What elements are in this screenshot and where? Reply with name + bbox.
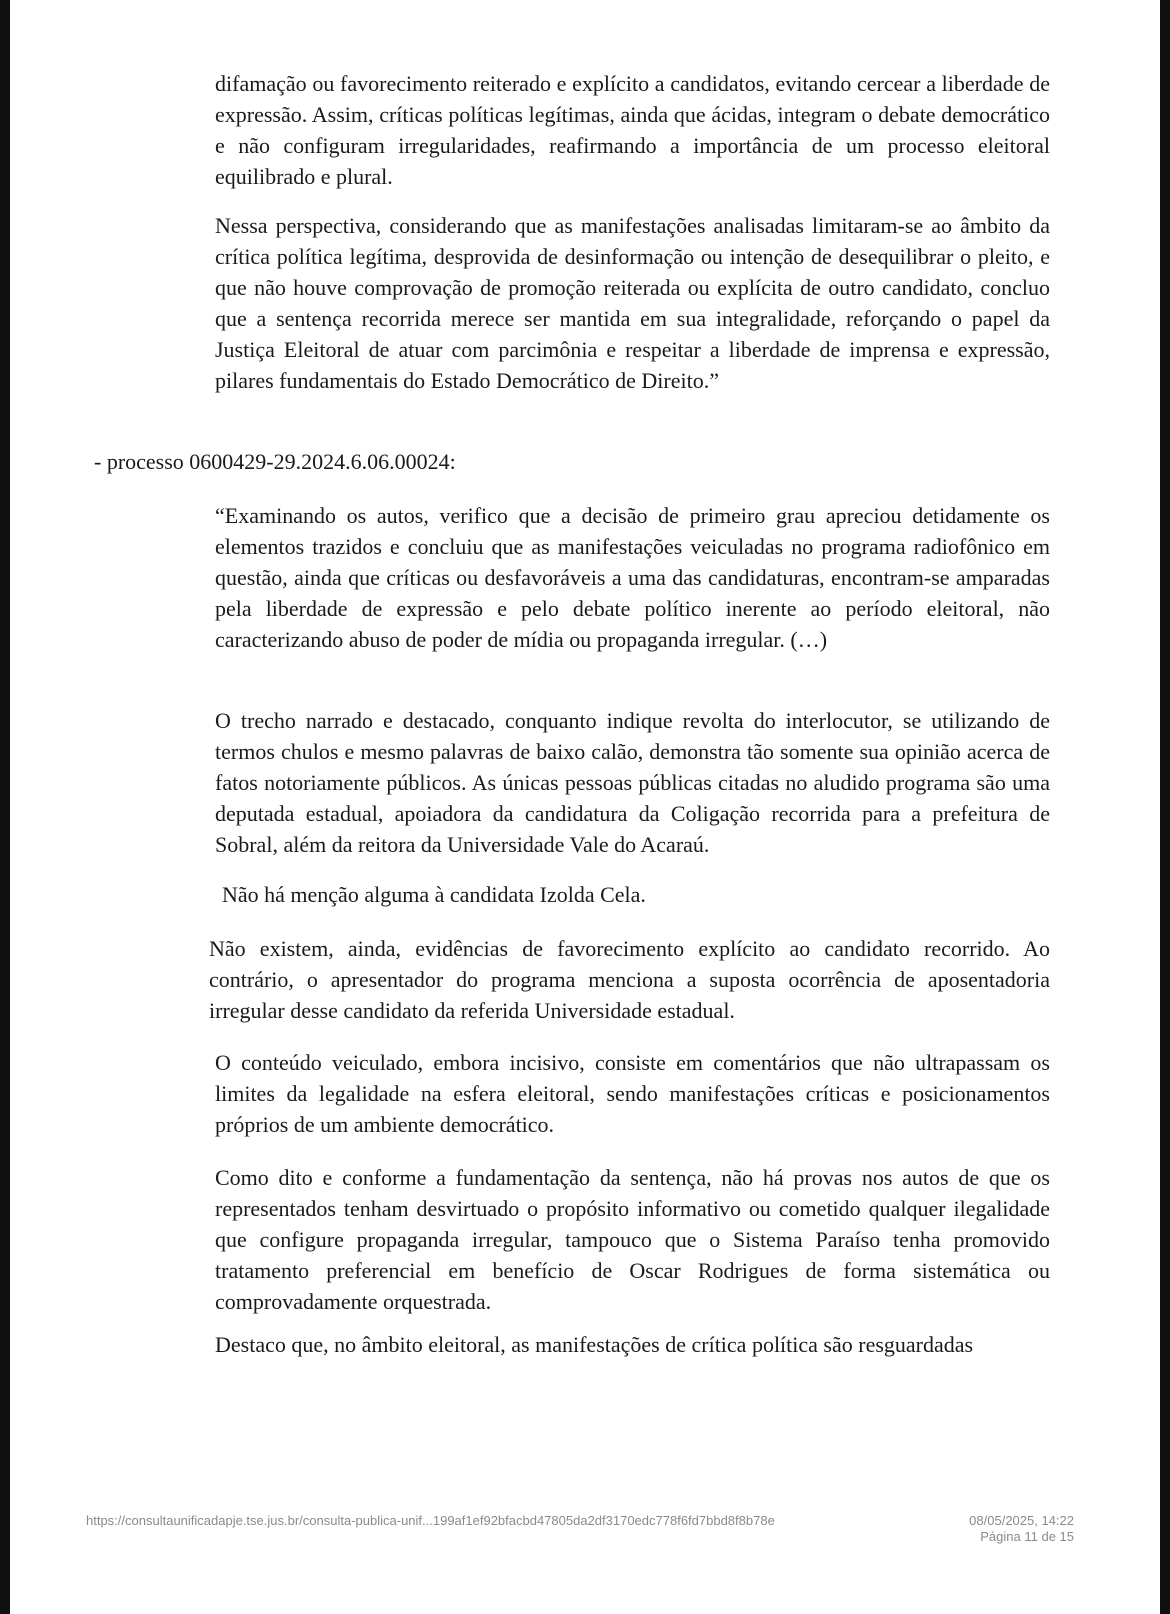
footer-datetime: 08/05/2025, 14:22 [969, 1513, 1074, 1528]
quote-paragraph-6: Como dito e conforme a fundamentação da sentença, não há provas nos autos de que os representados tenham desvirtuado o propósito informativo ou cometido qualquer ilegalidade que configure propaganda irregular, tampouco que o Sistema Paraíso tenha promovido tratamento preferencial em benefício de Oscar Rodrigues de forma sistemática ou comprovadamente orquestrada. [215, 1165, 1050, 1314]
quote-paragraph-5: O conteúdo veiculado, embora incisivo, consiste em comentários que não ultrapassam os limites da legalidade na esfera eleitoral, sendo manifestações críticas e posicionamentos próprios de um ambiente democrático. [215, 1050, 1050, 1137]
quote-paragraph-2: O trecho narrado e destacado, conquanto indique revolta do interlocutor, se utilizando de termos chulos e mesmo palavras de baixo calão, demonstra tão somente sua opinião acerca de fatos notoriamente públicos. As únicas pessoas públicas citadas no aludido programa são uma deputada estadual, apoiadora da candidatura da Coligação recorrida para a prefeitura de Sobral, além da reitora da Universidade Vale do Acaraú. [215, 708, 1050, 857]
quote-paragraph-7: Destaco que, no âmbito eleitoral, as manifestações de crítica política são resguardadas [215, 1332, 974, 1357]
quote-paragraph-4: Não existem, ainda, evidências de favorecimento explícito ao candidato recorrido. Ao contrário, o apresentador do programa menciona a suposta ocorrência de aposentadoria irregular desse candidato da referida Universidade estadual. [209, 936, 1050, 1023]
quote-paragraph-1: “Examinando os autos, verifico que a decisão de primeiro grau apreciou detidamente os elementos trazidos e concluiu que as manifestações veiculadas no programa radiofônico em questão, ainda que críticas ou desfavoráveis a uma das candidaturas, encontram-se amparadas pela liberdade de expressão e pelo debate político inerente ao período eleitoral, não caracterizando abuso de poder de mídia ou propaganda irregular. (…) [215, 503, 1050, 652]
footer-page-number: Página 11 de 15 [980, 1529, 1074, 1544]
quote-paragraph-3: Não há menção alguma à candidata Izolda Cela. [222, 882, 646, 907]
document-page [10, 0, 1160, 1614]
footer-url[interactable]: https://consultaunificadapje.tse.jus.br/consulta-publica-unif...199af1ef92bfacbd47805da2df3170edc778f6fd7bbd8f8b78e [86, 1513, 775, 1528]
paragraph-1: difamação ou favorecimento reiterado e explícito a candidatos, evitando cercear a liberdade de expressão. Assim, críticas políticas legítimas, ainda que ácidas, integram o debate democrático e não configuram irregularidades, reafirmando a importância de um processo eleitoral equilibrado e plural. [215, 71, 1050, 189]
paragraph-2: Nessa perspectiva, considerando que as manifestações analisadas limitaram-se ao âmbito da crítica política legítima, desprovida de desinformação ou intenção de desequilibrar o pleito, e que não houve comprovação de promoção reiterada ou explícita de outro candidato, concluo que a sentença recorrida merece ser mantida em sua integralidade, reforçando o papel da Justiça Eleitoral de atuar com parcimônia e respeitar a liberdade de imprensa e expressão, pilares fundamentais do Estado Democrático de Direito.” [215, 213, 1050, 393]
process-heading: - processo 0600429-29.2024.6.06.00024: [94, 449, 456, 474]
